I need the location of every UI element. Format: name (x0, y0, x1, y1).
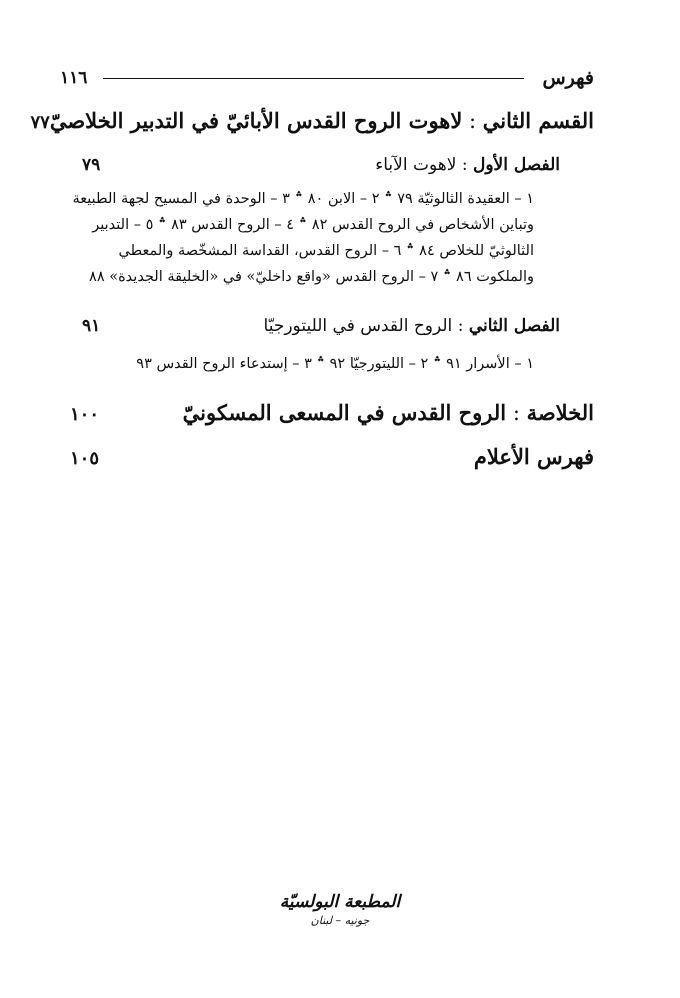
toc-entry-title: الروح القدس في الليتورجيّا (263, 316, 453, 336)
toc-entry-page: ٧٧ (30, 112, 50, 133)
section-line: الثالوثيّ للخلاص ٨٤ ؞ ٦ – الروح القدس، القداسة المشخّصة والمعطي (118, 243, 534, 259)
header-rule (103, 78, 524, 79)
toc-entry-page: ٩١ (82, 316, 101, 336)
toc-entry-conclusion (70, 400, 594, 425)
toc-entry-part-two (30, 108, 594, 133)
toc-entry-chapter-two (82, 316, 560, 336)
running-header-title: فهرس (542, 67, 594, 89)
section-line: ١ – الأسرار ٩١ ؞ ٢ – الليتورجيّا ٩٢ ؞ ٣ – إستدعاء الروح القدس ٩٣ (136, 356, 534, 372)
toc-entry-separator: : (452, 316, 469, 336)
section-line: وتباين الأشخاص في الروح القدس ٨٢ ؞ ٤ – الروح القدس ٨٣ ؞ ٥ – التدبير (92, 217, 534, 233)
chapter-one-sections (72, 186, 534, 290)
toc-entry-label (50, 108, 594, 133)
toc-entry-prefix: الخلاصة (526, 400, 594, 425)
toc-entry-prefix: الفصل الثاني (468, 316, 560, 336)
toc-entry-page: ٧٩ (82, 155, 101, 175)
toc-entry-page: ١٠٠ (70, 404, 100, 425)
toc-entry-title: لاهوت الآباء (375, 155, 457, 175)
section-line: ١ – العقيدة الثالوثيّة ٧٩ ؞ ٢ – الابن ٨٠ ؞ ٣ – الوحدة في المسيح لجهة الطبيعة (72, 191, 534, 207)
press-place: جونيه – لبنان (310, 914, 370, 927)
press-imprint (0, 892, 680, 927)
toc-entry-label (474, 444, 594, 469)
toc-entry-label (183, 400, 594, 425)
toc-entry-page: ١٠٥ (70, 448, 100, 469)
section-line: والملكوت ٨٦ ؞ ٧ – الروح القدس «واقع داخليّ» في «الخليقة الجديدة» ٨٨ (89, 269, 534, 285)
toc-entry-separator: : (462, 109, 483, 133)
page-number: ١١٦ (60, 68, 88, 88)
toc-entry-index (70, 444, 594, 469)
toc-entry-title: فهرس الأعلام (473, 444, 594, 469)
toc-entry-separator: : (506, 401, 527, 425)
toc-entry-title: لاهوت الروح القدس الأبائيّ في التدبير الخلاصيّ (49, 108, 463, 133)
toc-entry-label (264, 316, 560, 336)
toc-entry-prefix: القسم الثاني (482, 108, 594, 133)
toc-entry-title: الروح القدس في المسعى المسكونيّ (182, 400, 507, 425)
press-name: المطبعة البولسيّة (279, 892, 401, 912)
running-header (60, 64, 594, 92)
chapter-two-sections (110, 351, 534, 377)
toc-entry-label (375, 155, 560, 175)
toc-entry-separator: : (456, 155, 473, 175)
toc-entry-chapter-one (82, 155, 560, 175)
toc-entry-prefix: الفصل الأول (472, 155, 560, 175)
